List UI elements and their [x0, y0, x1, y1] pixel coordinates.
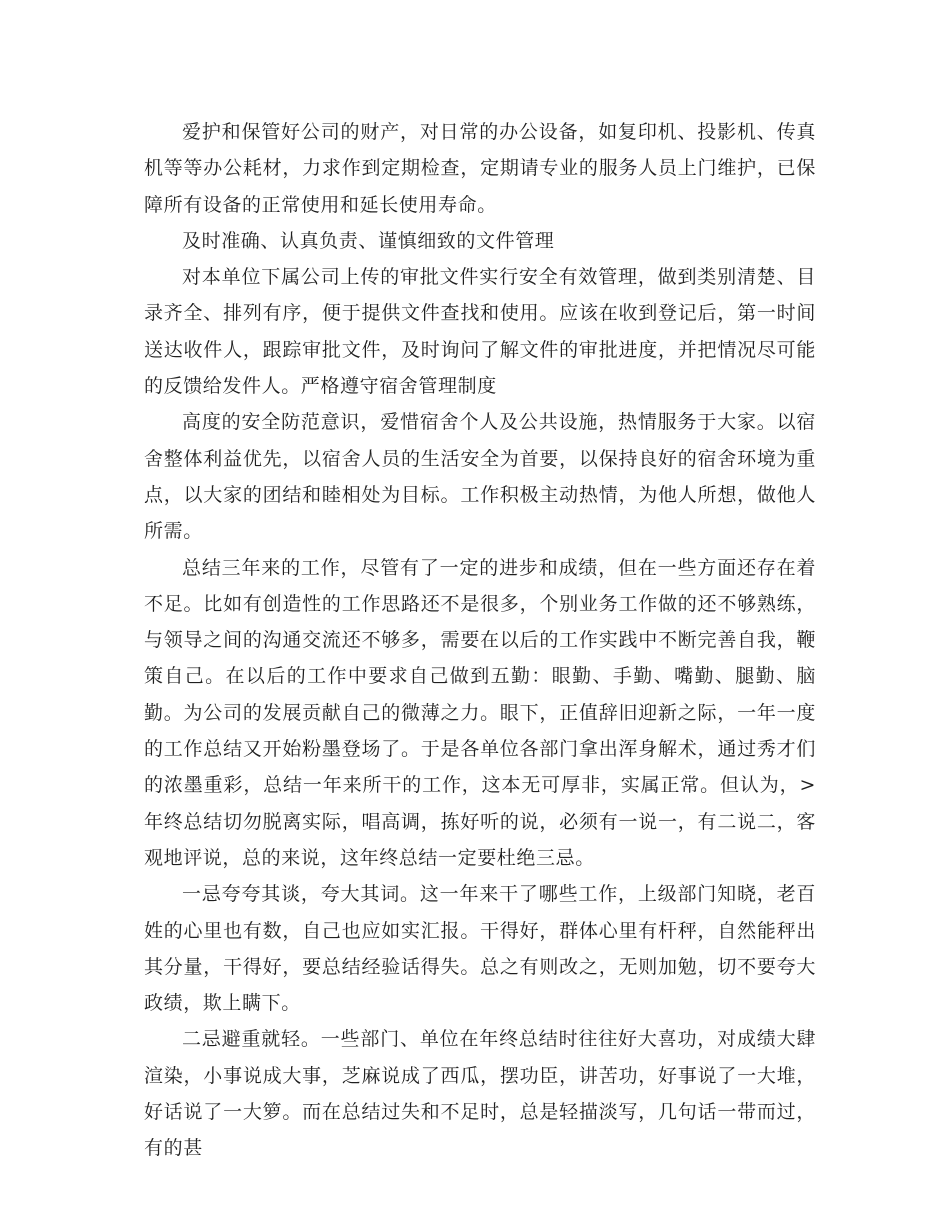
paragraph-three-year-summary: 总结三年来的工作，尽管有了一定的进步和成绩，但在一些方面还存在着不足。比如有创造性的工作思路还不是很多，个别业务工作做的还不够熟练，与领导之间的沟通交流还不够多，需要在以后的工作实践中不断完善自我，鞭策自己。在以后的工作中要求自己做到五勤：眼勤、手勤、嘴勤、腿勤、脑勤。为公司的发展贡献自己的微薄之力。眼下，正值辞旧迎新之际，一年一度的工作总结又开始粉墨登场了。于是各单位各部门拿出浑身解术，通过秀才们的浓墨重彩，总结一年来所干的工作，这本无可厚非，实属正常。但认为，>年终总结切勿脱离实际，唱高调，拣好听的说，必须有一说一，有二说二，客观地评说，总的来说，这年终总结一定要杜绝三忌。: [144, 556, 816, 869]
paragraph-second-taboo: 二忌避重就轻。一些部门、单位在年终总结时往往好大喜功，对成绩大肆渲染，小事说成大事，芝麻说成了西瓜，摆功臣，讲苦功，好事说了一大堆，好话说了一大箩。而在总结过失和不足时，总是轻描淡写，几句话一带而过，有的甚: [144, 1028, 816, 1160]
paragraph-approval-files: 对本单位下属公司上传的审批文件实行安全有效管理，做到类别清楚、目录齐全、排列有序，便于提供文件查找和使用。应该在收到登记后，第一时间送达收件人，跟踪审批文件，及时询问了解文件的审批进度，并把情况尽可能的反馈给发件人。严格遵守宿舍管理制度: [144, 266, 816, 398]
paragraph-dormitory-safety: 高度的安全防范意识，爱惜宿舍个人及公共设施，热情服务于大家。以宿舍整体利益优先，以宿舍人员的生活安全为首要，以保持良好的宿舍环境为重点，以大家的团结和睦相处为目标。工作积极主动热情，为他人所想，做他人所需。: [144, 411, 816, 543]
paragraph-file-management-heading: 及时准确、认真负责、谨慎细致的文件管理: [182, 229, 555, 252]
document-body: [144, 114, 816, 1167]
paragraph-first-taboo: 一忌夸夸其谈，夸大其词。这一年来干了哪些工作，上级部门知晓，老百姓的心里也有数，自己也应如实汇报。干得好，群体心里有杆秤，自然能秤出其分量，干得好，要总结经验话得失。总之有则改之，无则加勉，切不要夸大政绩，欺上瞒下。: [144, 883, 816, 1015]
paragraph-office-equipment: 爱护和保管好公司的财产，对日常的办公设备，如复印机、投影机、传真机等等办公耗材，力求作到定期检查，定期请专业的服务人员上门维护，已保障所有设备的正常使用和延长使用寿命。: [144, 121, 816, 216]
